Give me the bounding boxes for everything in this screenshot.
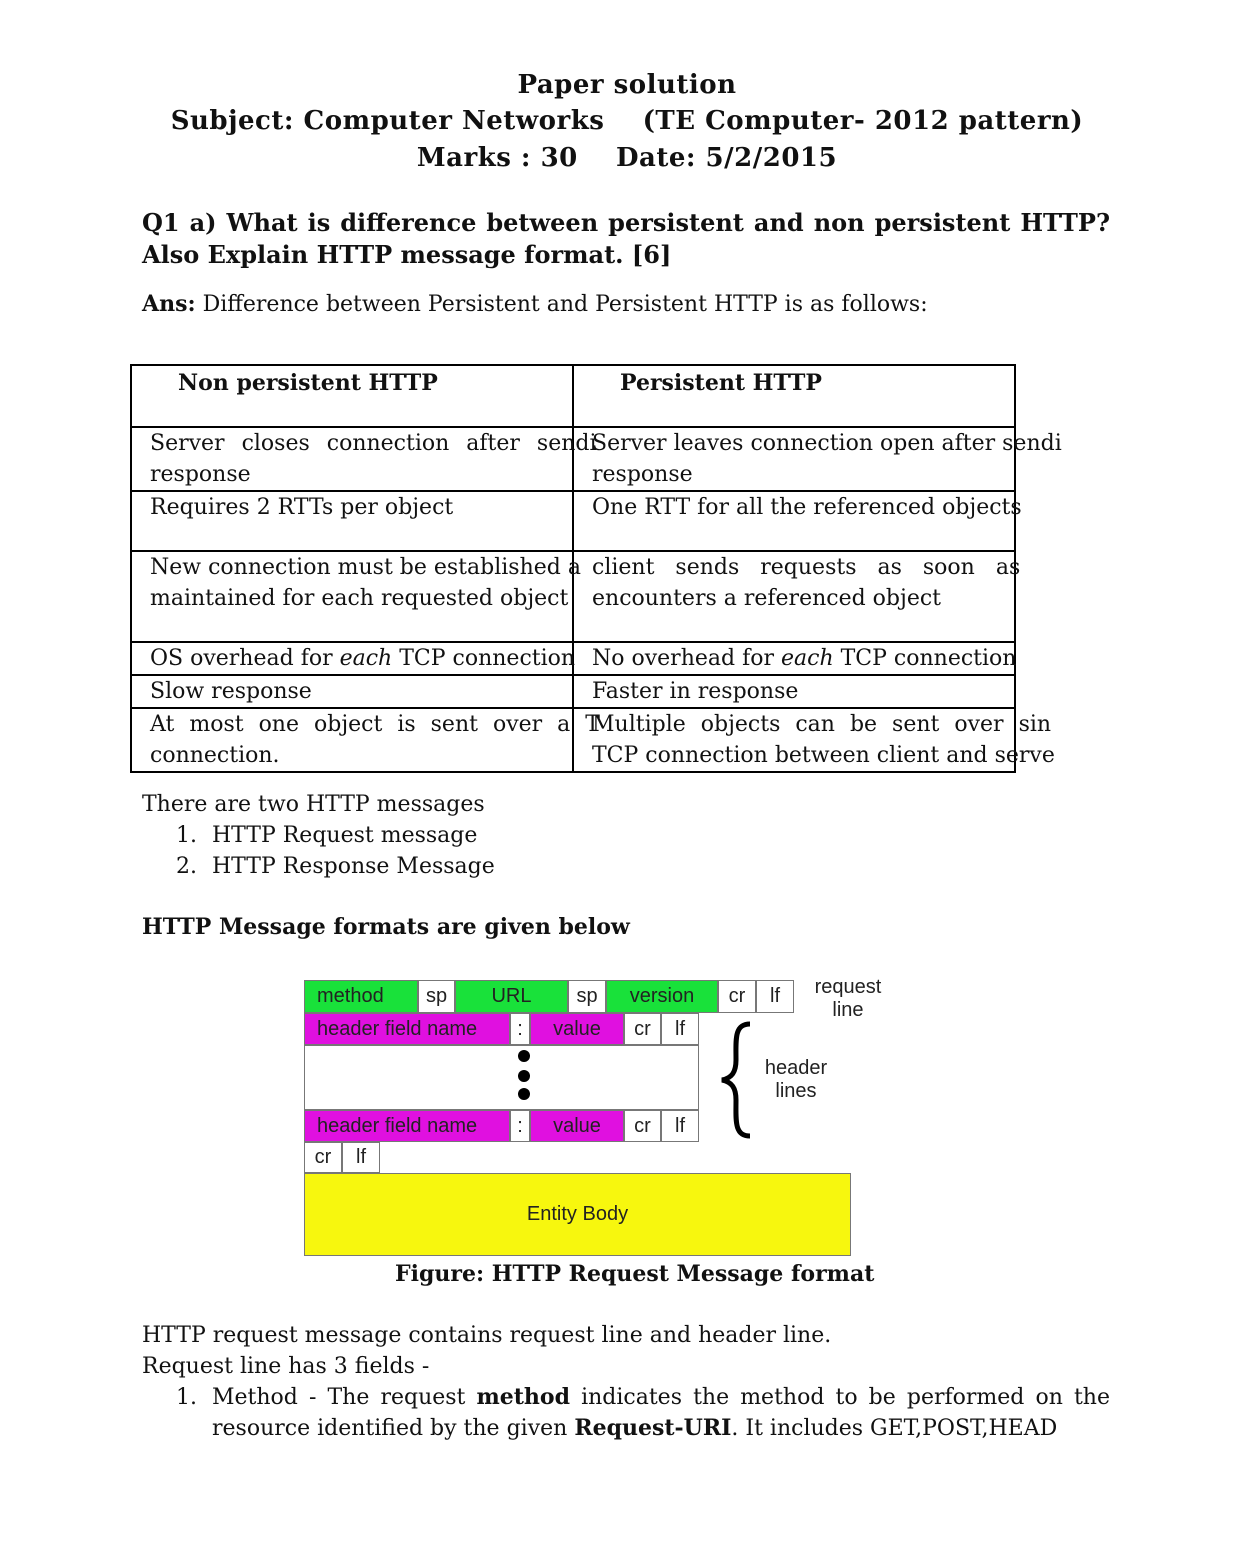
method-description [212, 1382, 1110, 1444]
header-field-name: header field name [304, 1013, 510, 1045]
table-cell [573, 642, 1015, 675]
ellipsis-dot [518, 1070, 530, 1082]
table-cell [573, 427, 1062, 491]
cell-line: Server closes connection after sendi [150, 431, 597, 456]
page-title: Paper solution [517, 70, 737, 100]
request-line-label [800, 976, 896, 1022]
subject-line: Subject: Computer Networks (TE Computer- 2012 pattern) [170, 106, 1084, 136]
cr-field: cr [624, 1110, 661, 1142]
list-number: 2. [176, 854, 197, 879]
list-number: 1. [176, 1385, 197, 1410]
version-field: version [606, 980, 718, 1013]
table-cell [131, 491, 573, 551]
table-cell [573, 708, 1055, 772]
table-cell [131, 708, 600, 772]
table-cell [573, 551, 1021, 642]
cell-line: Slow response [150, 679, 312, 704]
cr-field: cr [624, 1013, 661, 1045]
list-item: HTTP Request message [212, 823, 478, 848]
table-header-non-persistent: Non persistent HTTP [131, 365, 573, 427]
text-span: . It includes GET,POST,HEAD [731, 1416, 1058, 1441]
cell-text: OS overhead for [150, 646, 340, 671]
cell-line: New connection must be established a [150, 555, 581, 580]
cell-line: Faster in response [592, 679, 799, 704]
cell-line: One RTT for all the referenced objects [592, 495, 1022, 520]
value-field: value [530, 1013, 624, 1045]
table-row [131, 491, 1015, 551]
label-text: request [814, 976, 882, 998]
formats-heading: HTTP Message formats are given below [142, 914, 630, 940]
lf-field: lf [661, 1110, 699, 1142]
answer-intro-text: Difference between Persistent and Persistent HTTP is as follows: [202, 292, 928, 317]
table-row [131, 675, 1015, 708]
cell-line: client sends requests as soon as [592, 555, 1021, 580]
cell-line: maintained for each requested object [150, 586, 569, 611]
cell-italic: each [339, 646, 393, 671]
comparison-table [130, 364, 1062, 773]
entity-body: Entity Body [304, 1173, 851, 1256]
colon-field: : [510, 1013, 530, 1045]
table-cell [131, 675, 573, 708]
cell-line: Server leaves connection open after sendi [592, 431, 1062, 456]
table-cell [131, 427, 597, 491]
table-header-persistent: Persistent HTTP [573, 365, 1015, 427]
sp-field: sp [568, 980, 606, 1013]
lf-field: lf [756, 980, 794, 1013]
label-text: line [832, 999, 864, 1021]
cell-line: Multiple objects can be sent over sin [592, 712, 1052, 737]
table-header-row [131, 365, 1015, 427]
cell-line [150, 643, 576, 674]
cell-line: Requires 2 RTTs per object [150, 495, 454, 520]
table-cell [573, 491, 1022, 551]
method-field: method [304, 980, 418, 1013]
text-span: indicates the method to be performed on the resource identified by the given [212, 1385, 1110, 1441]
table-row [131, 642, 1015, 675]
lf-field: lf [661, 1013, 699, 1045]
header-lines-label [752, 1057, 840, 1103]
list-item: HTTP Response Message [212, 854, 495, 879]
cell-line: At most one object is sent over a T [150, 712, 600, 737]
cell-line: encounters a referenced object [592, 586, 942, 611]
table-row [131, 708, 1015, 772]
ellipsis-dot [518, 1050, 530, 1062]
text-span: Method - The request [212, 1385, 477, 1410]
figure-caption: Figure: HTTP Request Message format [395, 1261, 875, 1287]
messages-intro: There are two HTTP messages [142, 792, 485, 817]
cr-field: cr [718, 980, 756, 1013]
value-field: value [530, 1110, 624, 1142]
ellipsis-dot [518, 1088, 530, 1100]
list-number: 1. [176, 823, 197, 848]
bold-span: Request-URI [574, 1415, 732, 1441]
answer-intro [142, 289, 928, 320]
colon-field: : [510, 1110, 530, 1142]
curly-brace-icon [716, 1020, 756, 1140]
url-field: URL [455, 980, 568, 1013]
bold-span: method [476, 1384, 570, 1410]
question-text: Q1 a) What is difference between persistent and non persistent HTTP? Also Explain HTTP message format. [6] [142, 208, 1110, 269]
description-line: Request line has 3 fields - [142, 1354, 430, 1379]
header-lines-ellipsis [304, 1045, 699, 1110]
cr-field: cr [304, 1142, 342, 1173]
cell-text: TCP connection [392, 646, 576, 671]
answer-label: Ans: [142, 291, 196, 317]
cell-line: TCP connection between client and serve [592, 743, 1055, 768]
description-line: HTTP request message contains request line and header line. [142, 1323, 832, 1348]
label-text: lines [775, 1080, 817, 1102]
cell-text: TCP connection [833, 646, 1017, 671]
table-cell [131, 642, 576, 675]
table-row [131, 551, 1015, 642]
table-cell [573, 675, 1015, 708]
cell-line [592, 643, 1017, 674]
sp-field: sp [418, 980, 455, 1013]
cell-line: connection. [150, 743, 280, 768]
cell-line: response [150, 462, 251, 487]
cell-text: No overhead for [592, 646, 781, 671]
table-row [131, 427, 1015, 491]
table-cell [131, 551, 581, 642]
lf-field: lf [342, 1142, 380, 1173]
marks-date-line: Marks : 30 Date: 5/2/2015 [416, 143, 838, 173]
header-field-name: header field name [304, 1110, 510, 1142]
label-text: header [764, 1057, 828, 1079]
cell-line: response [592, 462, 693, 487]
cell-italic: each [780, 646, 834, 671]
